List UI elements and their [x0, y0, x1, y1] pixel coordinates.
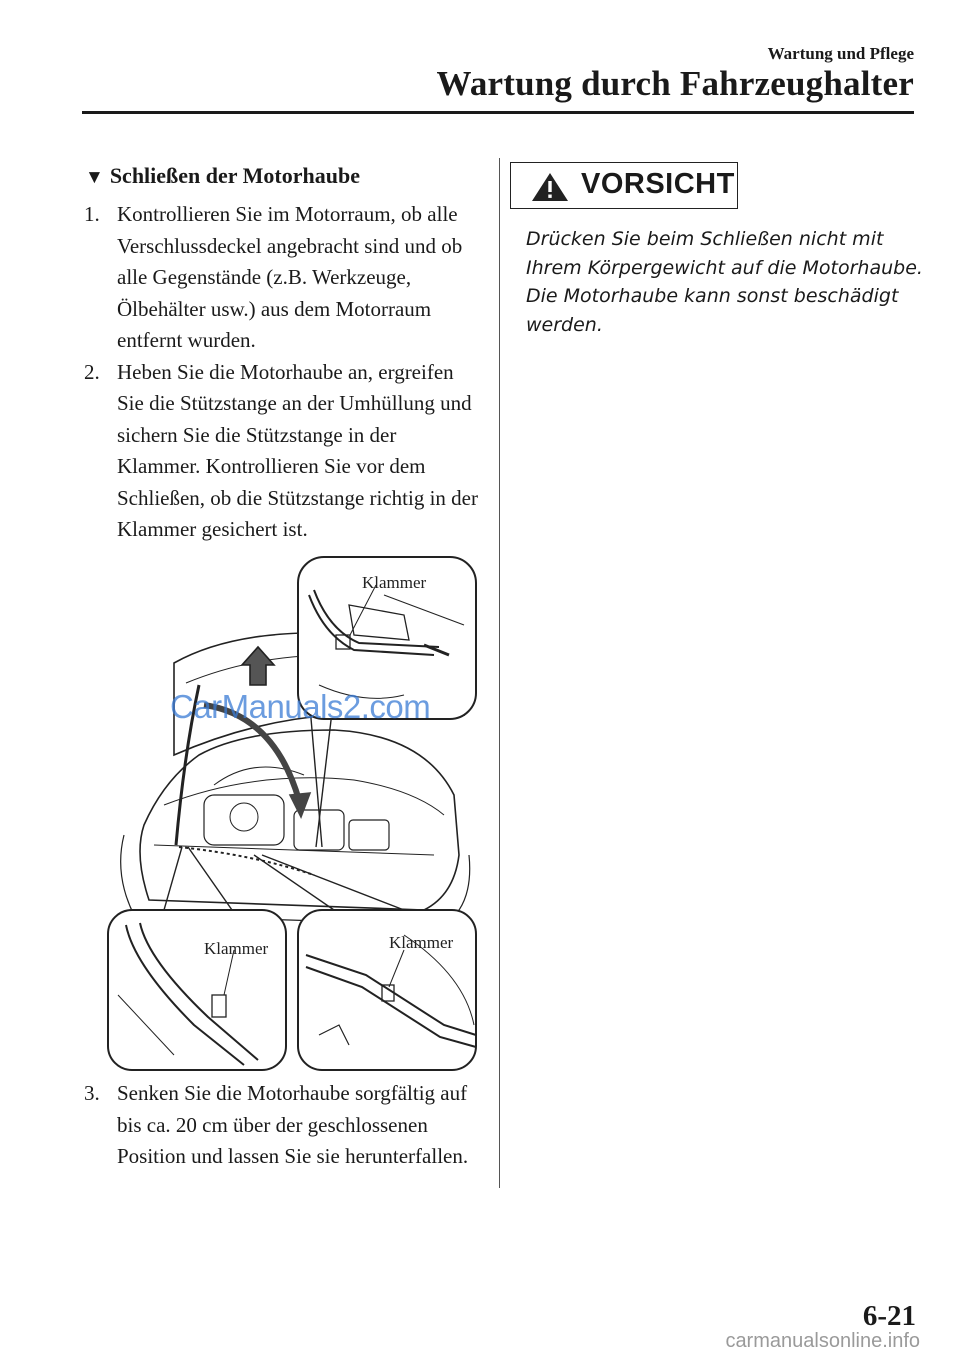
step-text: Senken Sie die Motorhaube sorgfältig auf bis ca. 20 cm über der geschlossenen Position und lassen Sie sie herunterfallen. — [117, 1081, 469, 1168]
step-number: 3. — [84, 1081, 100, 1105]
column-divider — [499, 158, 500, 1188]
clamp-label-bottom-left: Klammer — [204, 939, 269, 958]
step-item — [84, 1078, 484, 1173]
section-heading-text: Schließen der Motorhaube — [109, 163, 360, 188]
clamp-label-top: Klammer — [362, 573, 427, 592]
clamp-label-bottom-right: Klammer — [389, 933, 454, 952]
caution-box — [510, 162, 738, 209]
step-text: Heben Sie die Motorhaube an, ergreifen Sie die Stützstange an der Umhüllung und sichern Sie die Stützstange in der Klammer. Kontrollieren Sie vor dem Schließen, ob die Stützstange richtig in der Klammer gesichert ist. — [117, 359, 478, 541]
header-rule — [82, 111, 914, 114]
steps-list-b — [84, 1078, 484, 1173]
page-number: 6-21 — [862, 1300, 916, 1332]
hood-illustration — [104, 555, 480, 1075]
steps-list-a — [84, 199, 484, 546]
footer-site[interactable]: carmanualsonline.info — [725, 1330, 920, 1352]
caution-text: Drücken Sie beim Schließen nicht mit Ihrem Körpergewicht auf die Motorhaube. Die Motorhaube kann sonst beschädigt werden. — [526, 228, 923, 336]
step-item — [84, 357, 484, 546]
engine-bay-drawing — [104, 555, 480, 1075]
header-title: Wartung durch Fahrzeughalter — [436, 64, 914, 103]
step-item — [84, 199, 484, 357]
triangle-down-icon: ▼ — [85, 167, 104, 188]
header-section: Wartung und Pflege — [767, 44, 914, 63]
section-heading — [85, 163, 360, 189]
step-number: 1. — [84, 202, 100, 226]
caution-label: VORSICHT — [581, 168, 735, 200]
watermark-text: CarManuals2.com — [170, 688, 431, 725]
step-number: 2. — [84, 359, 100, 384]
step-text: Kontrollieren Sie im Motorraum, ob alle Verschlussdeckel angebracht sind und ob alle Gegenstände (z.B. Werkzeuge, Ölbehälter usw.) aus dem Motorraum entfernt wurden. — [117, 202, 463, 352]
warning-triangle-icon — [531, 172, 569, 202]
